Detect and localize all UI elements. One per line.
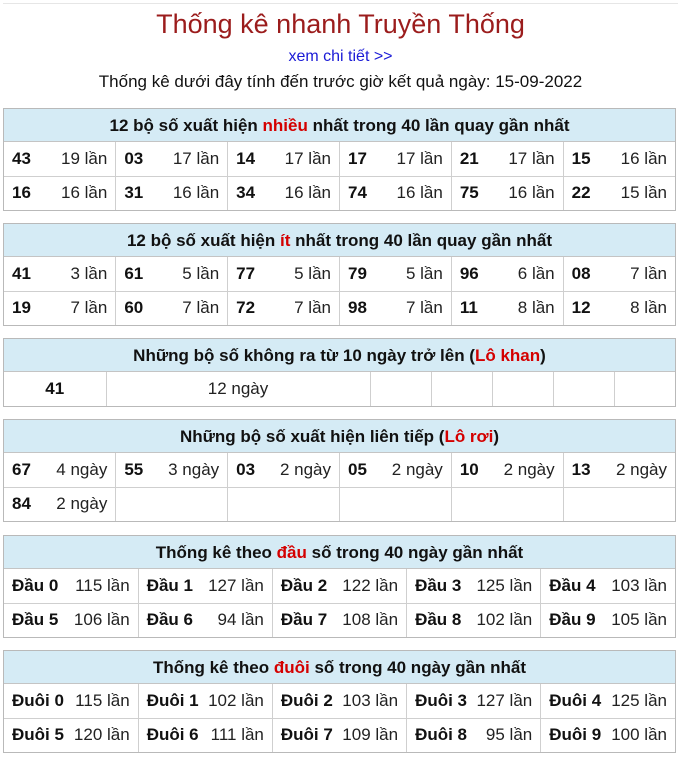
lottery-number: 22: [571, 183, 591, 203]
stat-entry: [572, 298, 667, 318]
heading-text: nhất trong 40 lần quay gần nhất: [290, 231, 553, 250]
stat-entry: [124, 298, 219, 318]
stat-entry: [12, 298, 107, 318]
occurrence-count: 8 lần: [630, 298, 667, 318]
stat-entry: [124, 149, 219, 169]
heading-highlight: nhiều: [262, 116, 308, 135]
stat-cell: [4, 487, 116, 521]
occurrence-count: 115 lần: [75, 575, 130, 595]
occurrence-count: 2 ngày: [615, 459, 667, 479]
heading-text: Thống kê theo: [155, 543, 277, 562]
dau-table: [4, 569, 675, 637]
occurrence-count: 3 ngày: [168, 459, 220, 479]
lottery-number: 21: [459, 148, 479, 168]
occurrence-count: 16 lần: [172, 183, 220, 203]
heading-highlight: Lô rơi: [444, 427, 494, 446]
stat-entry: [12, 460, 107, 480]
heading-text: 12 bộ số xuất hiện: [126, 231, 280, 250]
table-row: [4, 603, 675, 637]
lo-khan-panel: [3, 338, 676, 407]
occurrence-count: 102 lần: [476, 610, 533, 630]
stat-entry: [549, 691, 667, 711]
stat-entry: [572, 183, 667, 203]
lo-roi-panel: [3, 419, 676, 522]
lottery-number: Đầu 8: [415, 610, 462, 630]
occurrence-count: 17 lần: [284, 148, 331, 168]
occurrence-count: 8 lần: [517, 298, 555, 318]
lottery-number: 34: [236, 183, 256, 203]
stat-entry: [12, 149, 107, 169]
stat-cell: [228, 257, 340, 291]
occurrence-count: 127 lần: [208, 575, 264, 595]
occurrence-count: 4 ngày: [56, 459, 108, 479]
stat-cell: [116, 142, 228, 176]
lottery-number: 03: [236, 459, 256, 479]
page-subtitle: Thống kê dưới đây tính đến trước giờ kết quả ngày: 15-09-2022: [98, 72, 583, 91]
stat-cell: [4, 291, 116, 325]
stat-entry: [348, 264, 443, 284]
lottery-number: 19: [12, 298, 31, 318]
stat-cell: [339, 453, 451, 487]
occurrence-count: 17 lần: [396, 148, 443, 168]
empty-cell: [339, 487, 451, 521]
stat-entry: [12, 691, 130, 711]
lottery-number: Đầu 9: [549, 610, 596, 630]
stat-entry: [236, 149, 331, 169]
stat-entry: [348, 298, 443, 318]
heading-text: Những bộ số xuất hiện liên tiếp (: [179, 427, 445, 446]
stat-entry: [12, 725, 130, 745]
stat-entry: [281, 691, 398, 711]
occurrence-count: 17 lần: [508, 148, 555, 168]
stat-cell: [116, 257, 228, 291]
lottery-number: Đầu 2: [280, 575, 328, 595]
stat-cell: [272, 718, 406, 752]
stat-entry: [460, 183, 555, 203]
occurrence-count: 5 lần: [294, 263, 331, 283]
stat-entry: [460, 264, 555, 284]
stat-cell: [4, 603, 138, 637]
lottery-number: 43: [12, 148, 31, 168]
occurrence-count: 16 lần: [620, 148, 667, 168]
day-count: 12 ngày: [207, 379, 269, 398]
occurrence-count: 125 lần: [611, 690, 667, 710]
lo-khan-table: [4, 372, 675, 406]
heading-highlight: ít: [280, 231, 291, 250]
occurrence-count: 109 lần: [342, 725, 399, 745]
stat-entry: [147, 576, 264, 596]
lottery-number: 60: [124, 298, 144, 318]
stat-entry: [415, 610, 532, 630]
stat-entry: [415, 725, 532, 745]
stat-entry: [549, 576, 667, 596]
stat-cell: [339, 176, 451, 210]
lottery-number: 05: [347, 459, 367, 479]
stat-entry: [348, 183, 443, 203]
occurrence-count: 103 lần: [342, 690, 399, 710]
stat-entry: [12, 494, 107, 514]
stat-entry: [124, 264, 219, 284]
empty-cell: [431, 372, 492, 406]
occurrence-count: 127 lần: [476, 690, 533, 710]
occurrence-count: 106 lần: [73, 610, 130, 630]
stat-cell: [407, 684, 541, 718]
lottery-number: 15: [571, 148, 591, 168]
lo-roi-table: [4, 453, 675, 521]
lottery-number: Đuôi 9: [549, 725, 602, 745]
occurrence-count: 105 lần: [611, 610, 667, 630]
stat-entry: [348, 460, 443, 480]
occurrence-count: 2 ngày: [56, 494, 108, 514]
lottery-number: 55: [124, 459, 144, 479]
table-row: [4, 372, 675, 406]
occurrence-count: 7 lần: [182, 298, 220, 318]
lottery-number: Đuôi 2: [280, 690, 333, 710]
stat-entry: [124, 183, 219, 203]
empty-cell: [451, 487, 563, 521]
lottery-number: 74: [347, 183, 367, 203]
empty-cell: [370, 372, 431, 406]
table-row: [4, 487, 675, 521]
lottery-number: Đầu 6: [146, 610, 193, 630]
most-frequent-heading: [4, 109, 675, 142]
stat-cell: [4, 684, 138, 718]
stat-cell: [541, 718, 675, 752]
stat-entry: [12, 264, 107, 284]
heading-text: nhất trong 40 lần quay gần nhất: [307, 116, 570, 135]
occurrence-count: 16 lần: [61, 183, 108, 203]
stat-cell: [541, 684, 675, 718]
stat-cell: [272, 603, 406, 637]
empty-cell: [228, 487, 340, 521]
stat-entry: [415, 691, 532, 711]
lottery-number: 08: [571, 263, 591, 283]
occurrence-count: 103 lần: [611, 575, 667, 595]
least-frequent-table: [4, 257, 675, 325]
heading-text: ): [540, 346, 546, 365]
empty-cell: [563, 487, 675, 521]
heading-text: ): [493, 427, 500, 446]
lottery-number: 79: [347, 263, 367, 283]
occurrence-count: 16 lần: [508, 183, 555, 203]
occurrence-count: 3 lần: [70, 263, 108, 283]
lottery-number: 98: [347, 298, 367, 318]
least-frequent-heading: [4, 224, 675, 257]
table-row: [4, 176, 675, 210]
stat-cell: [116, 453, 228, 487]
stat-cell: [563, 142, 675, 176]
stat-entry: [281, 576, 398, 596]
stat-entry: [572, 149, 667, 169]
lottery-number: Đuôi 5: [12, 725, 64, 745]
lottery-number: Đuôi 1: [146, 690, 199, 710]
occurrence-count: 100 lần: [611, 725, 667, 745]
occurrence-count: 2 ngày: [279, 459, 331, 479]
stat-cell: [451, 142, 563, 176]
occurrence-count: 17 lần: [172, 148, 220, 168]
most-frequent-table: [4, 142, 675, 210]
empty-cell: [492, 372, 553, 406]
stat-entry: [12, 610, 130, 630]
stat-entry: [236, 460, 331, 480]
stat-cell: [407, 603, 541, 637]
stat-entry: [12, 576, 130, 596]
dau-panel: [3, 535, 676, 638]
khan-number: [4, 372, 106, 406]
stat-cell: [228, 142, 340, 176]
occurrence-count: 7 lần: [294, 298, 331, 318]
table-row: [4, 453, 675, 487]
occurrence-count: 95 lần: [485, 725, 533, 745]
page-title: Thống kê nhanh Truyền Thống: [156, 9, 525, 39]
lottery-number: 14: [236, 148, 256, 168]
occurrence-count: 108 lần: [342, 610, 399, 630]
stat-cell: [228, 291, 340, 325]
stat-entry: [572, 264, 667, 284]
stat-cell: [138, 569, 272, 603]
lottery-number: 61: [124, 263, 144, 283]
lottery-number: 03: [124, 148, 144, 168]
occurrence-count: 16 lần: [396, 183, 443, 203]
stat-entry: [460, 460, 555, 480]
occurrence-count: 120 lần: [73, 725, 130, 745]
stat-entry: [236, 183, 331, 203]
lottery-number: Đuôi 8: [415, 725, 468, 745]
stat-entry: [12, 183, 107, 203]
stat-cell: [138, 684, 272, 718]
lottery-number: Đầu 1: [146, 575, 193, 595]
duoi-heading: [4, 651, 675, 684]
stat-entry: [281, 725, 398, 745]
occurrence-count: 111 lần: [210, 725, 264, 745]
stat-cell: [541, 569, 675, 603]
heading-text: số trong 40 ngày gần nhất: [306, 543, 524, 562]
lottery-number: 72: [236, 298, 256, 318]
heading-text: 12 bộ số xuất hiện: [109, 116, 263, 135]
table-row: [4, 291, 675, 325]
stat-cell: [407, 569, 541, 603]
stat-cell: [4, 257, 116, 291]
lottery-number: Đầu 4: [549, 575, 596, 595]
lottery-number: 84: [12, 494, 31, 514]
occurrence-count: 122 lần: [342, 575, 399, 595]
empty-cell: [553, 372, 614, 406]
stat-cell: [116, 176, 228, 210]
stat-cell: [541, 603, 675, 637]
stat-cell: [138, 603, 272, 637]
lottery-number: 31: [124, 183, 144, 203]
lottery-number: Đuôi 4: [549, 690, 602, 710]
lottery-number: 96: [459, 263, 479, 283]
table-row: [4, 569, 675, 603]
occurrence-count: 7 lần: [70, 298, 108, 318]
stat-cell: [4, 569, 138, 603]
heading-highlight: đầu: [276, 543, 307, 562]
lottery-number: 10: [459, 459, 479, 479]
lottery-number: 75: [459, 183, 479, 203]
lottery-number: Đuôi 0: [12, 690, 64, 710]
stat-cell: [451, 176, 563, 210]
stat-cell: [272, 684, 406, 718]
stat-cell: [4, 176, 116, 210]
stat-cell: [339, 142, 451, 176]
stat-cell: [451, 291, 563, 325]
duoi-table: [4, 684, 675, 752]
lottery-number: Đuôi 6: [146, 725, 199, 745]
lottery-number: 41: [45, 379, 65, 398]
lottery-number: 16: [12, 183, 31, 203]
occurrence-count: 6 lần: [517, 263, 555, 283]
heading-text: Những bộ số không ra từ 10 ngày trở lên (: [133, 346, 475, 365]
lottery-number: 11: [459, 298, 478, 318]
occurrence-count: 7 lần: [630, 263, 667, 283]
lottery-number: 41: [12, 263, 31, 283]
lottery-number: 13: [571, 459, 591, 479]
empty-cell: [116, 487, 228, 521]
stat-entry: [124, 460, 219, 480]
lottery-number: Đuôi 3: [415, 690, 468, 710]
stat-cell: [563, 453, 675, 487]
occurrence-count: 16 lần: [284, 183, 331, 203]
stat-entry: [147, 725, 264, 745]
occurrence-count: 5 lần: [182, 263, 220, 283]
occurrence-count: 2 ngày: [503, 459, 555, 479]
stat-cell: [4, 718, 138, 752]
stat-cell: [116, 291, 228, 325]
stat-entry: [415, 576, 532, 596]
table-row: [4, 684, 675, 718]
stat-entry: [147, 691, 264, 711]
stat-entry: [281, 610, 398, 630]
lottery-number: Đầu 0: [12, 575, 59, 595]
stat-entry: [549, 610, 667, 630]
heading-highlight: đuôi: [273, 658, 310, 677]
top-divider: [3, 3, 678, 4]
stat-entry: [460, 298, 555, 318]
duoi-panel: [3, 650, 676, 753]
table-row: [4, 257, 675, 291]
occurrence-count: 2 ngày: [391, 459, 443, 479]
heading-text: số trong 40 ngày gần nhất: [309, 658, 527, 677]
occurrence-count: 102 lần: [208, 690, 264, 710]
occurrence-count: 94 lần: [217, 610, 264, 630]
lottery-number: 12: [571, 298, 591, 318]
table-row: [4, 718, 675, 752]
stat-cell: [228, 176, 340, 210]
table-row: [4, 142, 675, 176]
occurrence-count: 19 lần: [61, 148, 108, 168]
stat-cell: [4, 142, 116, 176]
lottery-number: 17: [347, 148, 367, 168]
stat-entry: [147, 610, 264, 630]
stat-cell: [563, 176, 675, 210]
stat-cell: [228, 453, 340, 487]
stat-entry: [236, 264, 331, 284]
lottery-number: 67: [12, 459, 31, 479]
occurrence-count: 15 lần: [620, 183, 667, 203]
least-frequent-panel: [3, 223, 676, 326]
lottery-number: Đầu 3: [415, 575, 462, 595]
lo-khan-heading: [4, 339, 675, 372]
stat-cell: [451, 257, 563, 291]
occurrence-count: 115 lần: [75, 690, 130, 710]
lottery-number: Đầu 5: [12, 610, 59, 630]
lo-roi-heading: [4, 420, 675, 453]
stat-cell: [272, 569, 406, 603]
detail-link[interactable]: xem chi tiết >>: [288, 48, 393, 65]
stat-entry: [549, 725, 667, 745]
stat-cell: [339, 257, 451, 291]
heading-highlight: Lô khan: [474, 346, 541, 365]
heading-text: Thống kê theo: [152, 658, 274, 677]
stat-cell: [407, 718, 541, 752]
occurrence-count: 5 lần: [405, 263, 443, 283]
stat-cell: [339, 291, 451, 325]
lottery-number: Đuôi 7: [280, 725, 333, 745]
lottery-number: 77: [236, 263, 256, 283]
empty-cell: [614, 372, 675, 406]
stat-cell: [563, 257, 675, 291]
occurrence-count: 125 lần: [476, 575, 533, 595]
stat-cell: [4, 453, 116, 487]
stat-entry: [460, 149, 555, 169]
stat-entry: [348, 149, 443, 169]
stat-cell: [138, 718, 272, 752]
stat-cell: [563, 291, 675, 325]
most-frequent-panel: [3, 108, 676, 211]
stat-entry: [572, 460, 667, 480]
khan-days: [106, 372, 370, 406]
dau-heading: [4, 536, 675, 569]
occurrence-count: 7 lần: [405, 298, 443, 318]
stat-cell: [451, 453, 563, 487]
stat-entry: [236, 298, 331, 318]
lottery-number: Đầu 7: [280, 610, 328, 630]
